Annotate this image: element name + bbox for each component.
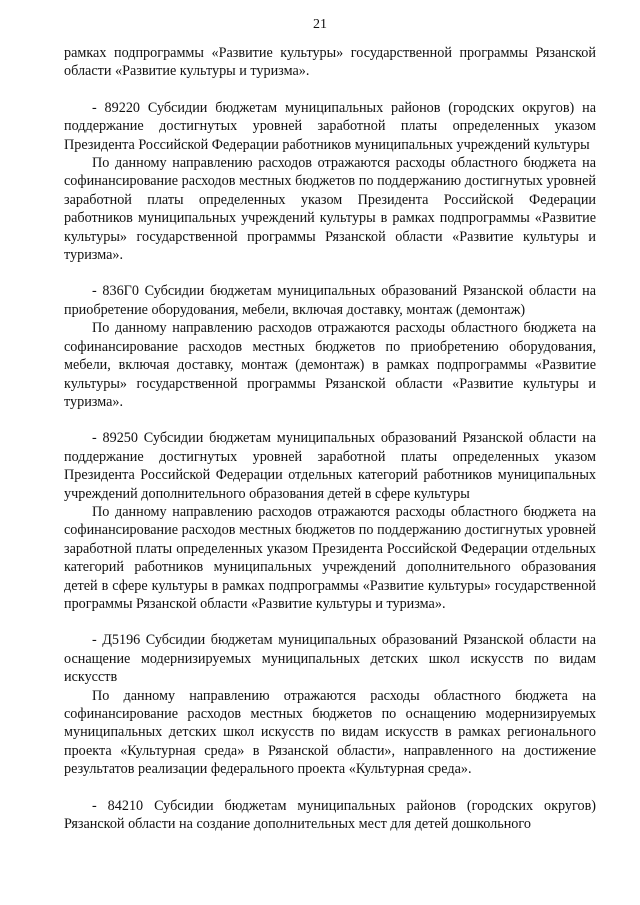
paragraph-heading-89250: - 89250 Субсидии бюджетам муниципальных образований Рязанской области на поддержание достигнутых уровней заработной платы определенных указом Президента Российской Федерации отдельных категорий работников муниципальных учреждений дополнительного образования детей в сфере культуры — [64, 430, 596, 502]
paragraph-gap — [64, 779, 596, 797]
paragraph-heading-89220: - 89220 Субсидии бюджетам муниципальных районов (городских округов) на поддержание достигнутых уровней заработной платы определенных указом Президента Российской Федерации работников муниципальных учреждений культуры — [64, 99, 596, 153]
paragraph-body-d5196: По данному направлению отражаются расходы областного бюджета на софинансирование расходов местных бюджетов по оснащению модернизируемых муниципальных детских школ искусств по видам искусств в рамках регионального проекта «Культурная среда» в Рязанской области», направленного на достижение результатов реализации федерального проекта «Культурная среда». — [64, 687, 596, 778]
paragraph-body-836g0: По данному направлению расходов отражаются расходы областного бюджета на софинансирование расходов местных бюджетов по приобретению оборудования, мебели, включая доставку, монтаж (демонтаж) в рамках подпрограммы «Развитие культуры» государственной программы Рязанской области «Развитие культуры и туризма». — [64, 320, 596, 410]
paragraph-heading-836g0: - 836Г0 Субсидии бюджетам муниципальных образований Рязанской области на приобретение оборудования, мебели, включая доставку, монтаж (демонтаж) — [64, 283, 596, 318]
paragraph-heading-d5196: - Д5196 Субсидии бюджетам муниципальных образований Рязанской области на оснащение модернизируемых муниципальных детских школ искусств по видам искусств — [64, 632, 596, 686]
paragraph-gap — [64, 411, 596, 429]
page-number: 21 — [313, 17, 327, 32]
paragraph-gap — [64, 613, 596, 631]
paragraph-heading-84210: - 84210 Субсидии бюджетам муниципальных районов (городских округов) Рязанской области на создание дополнительных мест для детей дошкольного — [64, 797, 596, 833]
paragraph-gap — [64, 264, 596, 282]
paragraph-gap — [64, 81, 596, 99]
paragraph-body-89220: По данному направлению расходов отражаются расходы областного бюджета на софинансирование расходов местных бюджетов по поддержанию достигнутых уровней заработной платы определенных указом Президента Российской Федерации работников муниципальных учреждений культуры в рамках подпрограммы «Развитие культуры» государственной программы Рязанской области «Развитие культуры и туризма». — [64, 155, 596, 264]
document-body — [64, 44, 596, 833]
paragraph-body-89250: По данному направлению расходов отражаются расходы областного бюджета на софинансирование расходов местных бюджетов по поддержанию достигнутых уровней заработной платы определенных указом Президента Российской Федерации отдельных категорий работников муниципальных учреждений дополнительного образования детей в сфере культуры в рамках подпрограммы «Развитие культуры» государственной программы Рязанской области «Развитие культуры и туризма». — [64, 503, 596, 612]
paragraph-continuation: рамках подпрограммы «Развитие культуры» государственной программы Рязанской области «Развитие культуры и туризма». — [64, 45, 596, 80]
